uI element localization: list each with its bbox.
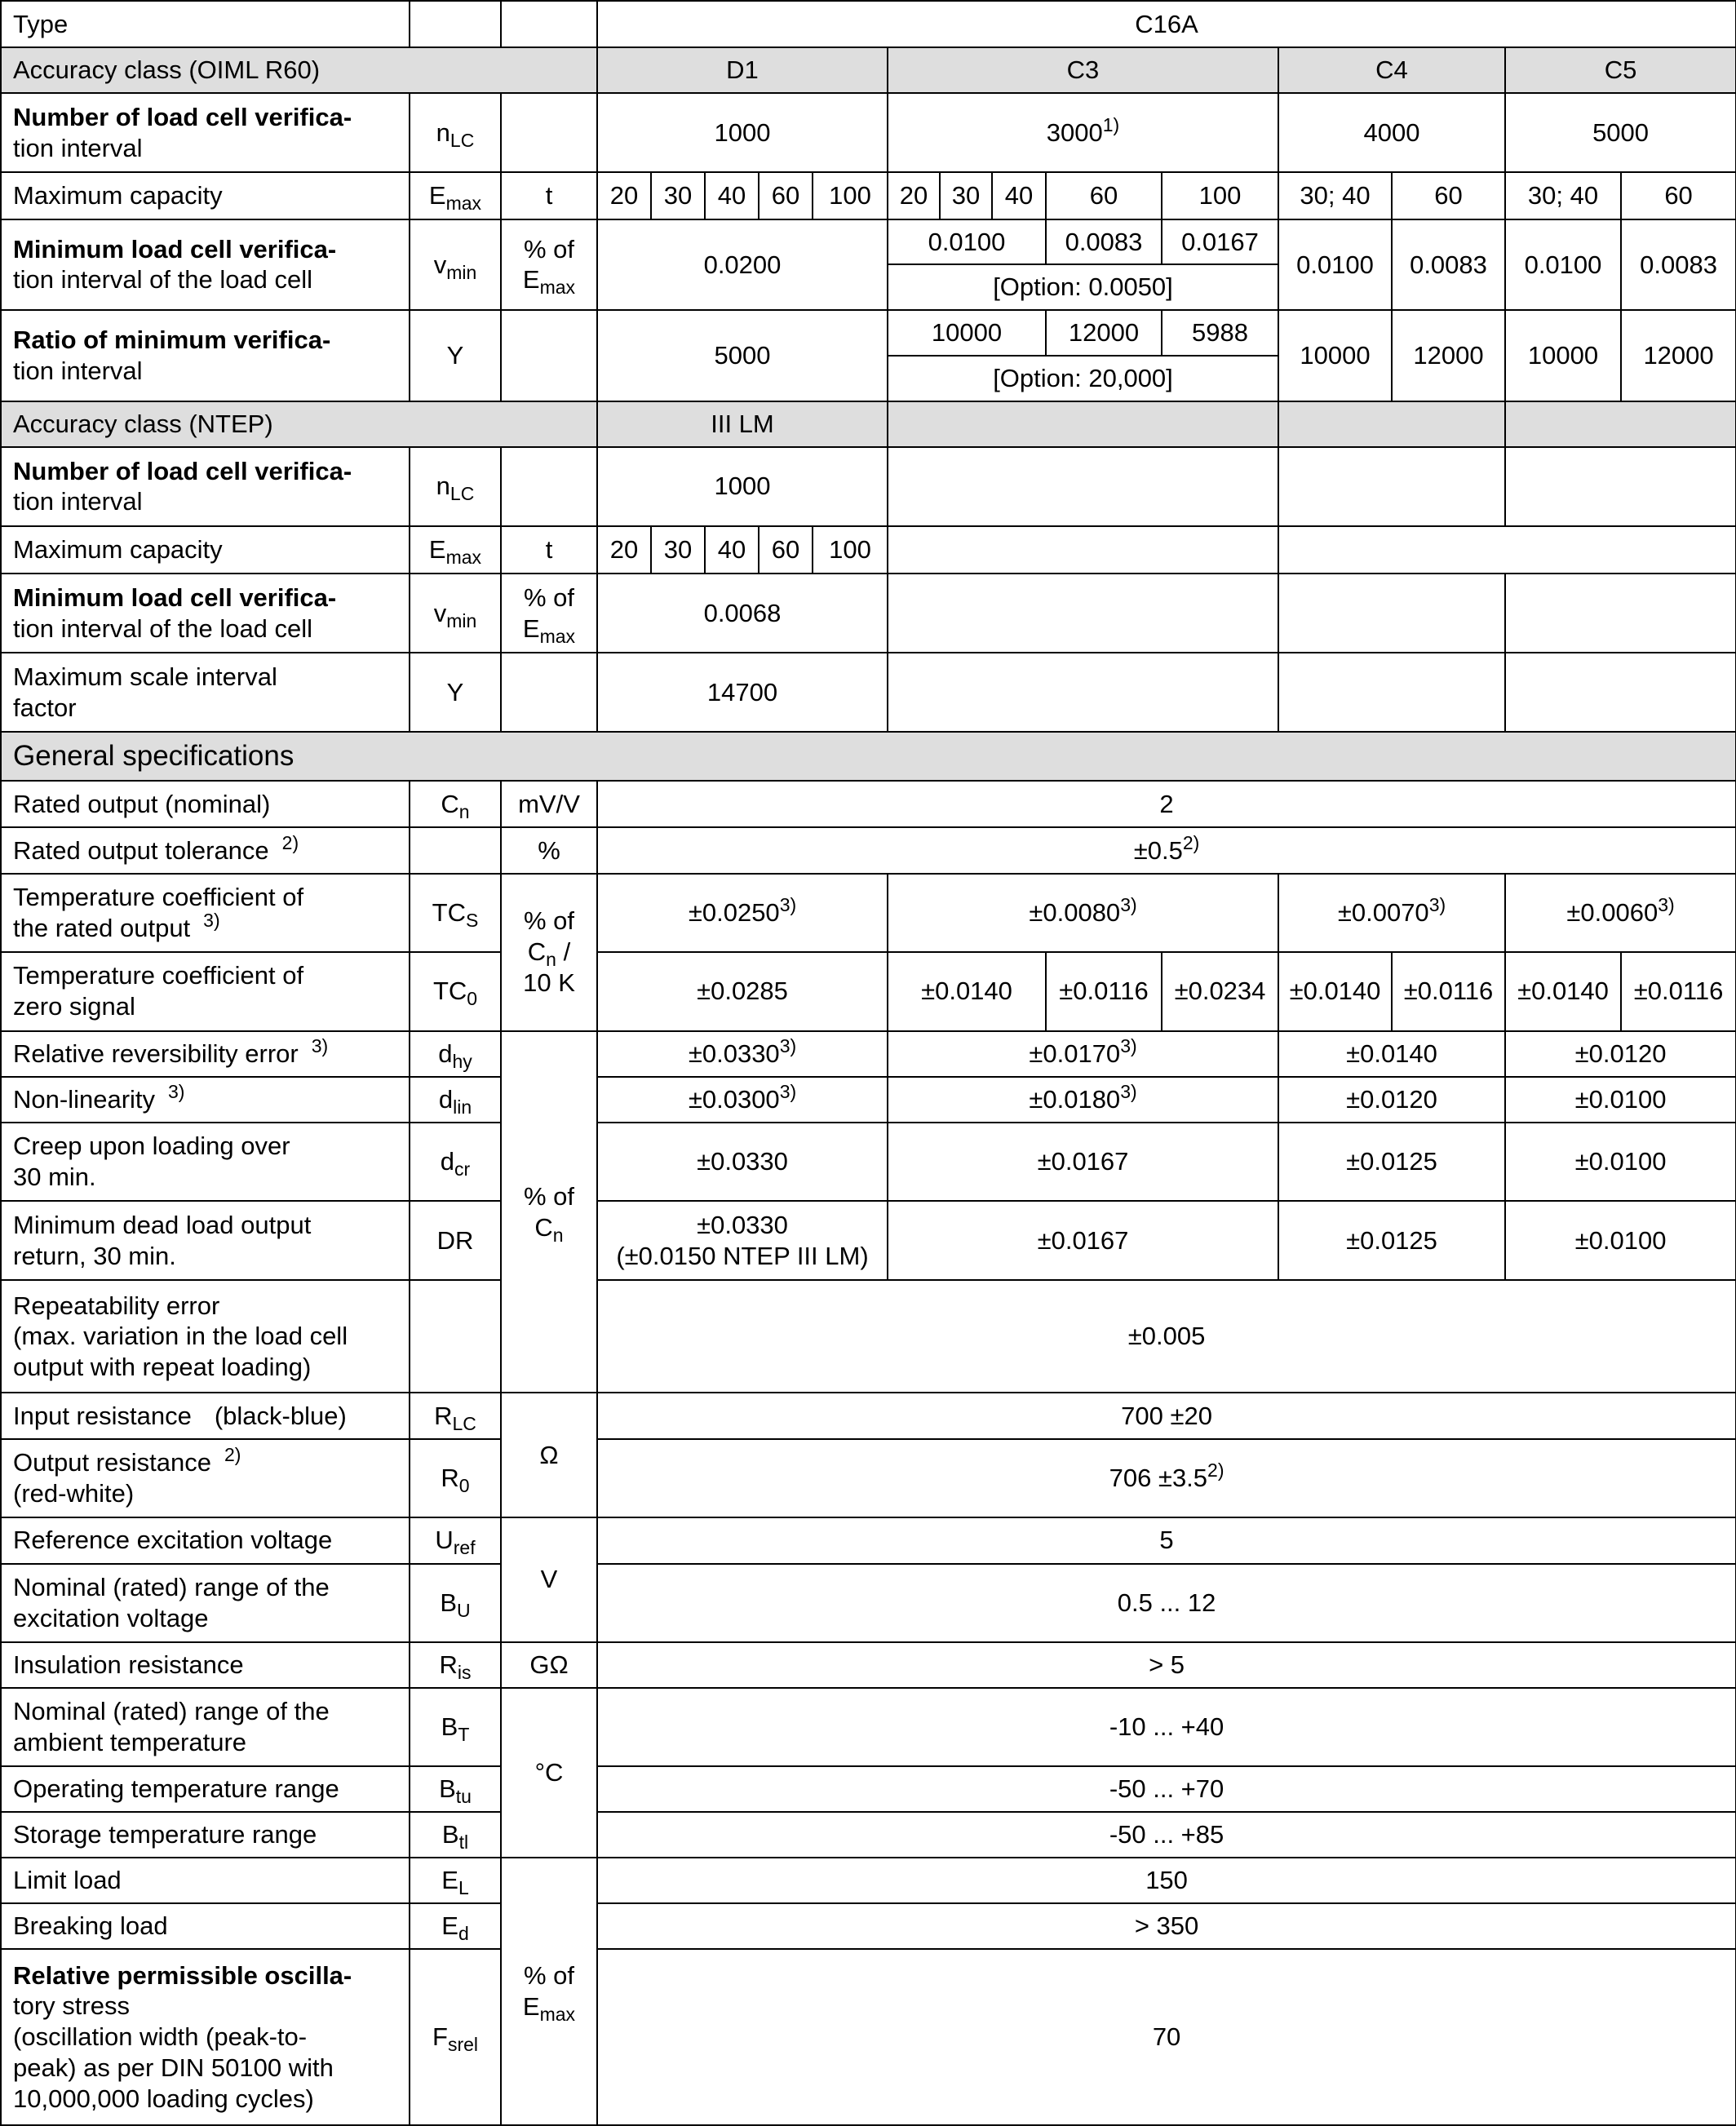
tcs-c4: $\pm 0.0070^{3)}$ — [1278, 874, 1505, 952]
ntep-emax-label: Maximum capacity — [1, 526, 410, 574]
oiml-y-c3-c: 5988 — [1162, 310, 1278, 356]
oiml-nlc-label: Number of load cell verifica- tion interval — [1, 93, 410, 172]
capacity-cell: 30; 40 — [1505, 172, 1621, 219]
tc0-symbol: $TC_0$ — [410, 952, 501, 1031]
dcr-symbol: $d_{cr}$ — [410, 1123, 501, 1201]
ntep-class-d1-header: III LM — [597, 401, 888, 447]
oiml-y-c4-a: 10000 — [1278, 310, 1392, 401]
output-resistance-symbol: $R_0$ — [410, 1439, 501, 1517]
repeatability-value: ±0.005 — [597, 1280, 1736, 1393]
repeatability-label: Repeatability error (max. variation in the load cell output with repeat loading) — [1, 1280, 410, 1393]
capacity-cell: 100 — [813, 526, 888, 574]
oiml-vmin-c5-b: 0.0083 — [1621, 219, 1736, 309]
input-resistance-label: Input resistance (black-blue) — [1, 1393, 410, 1438]
bu-value: 0.5 ... 12 — [597, 1564, 1736, 1642]
dlin-label: Non-linearity $^{3)}$ — [1, 1077, 410, 1123]
ntep-nlc-label: Number of load cell verifica- tion interval — [1, 447, 410, 526]
oiml-vmin-row — [1, 219, 1736, 264]
input-resistance-row — [1, 1393, 1736, 1438]
dcr-d1: ±0.0330 — [597, 1123, 888, 1201]
empty-cell — [410, 827, 501, 873]
empty-cell — [1505, 401, 1736, 447]
uref-row — [1, 1517, 1736, 1564]
uref-value: 5 — [597, 1517, 1736, 1564]
general-specifications-title: General specifications — [1, 732, 1736, 781]
insulation-label: Insulation resistance — [1, 1642, 410, 1688]
dlin-c5: ±0.0100 — [1505, 1077, 1736, 1123]
capacity-cell: 30 — [940, 172, 992, 219]
oiml-y-c5-b: 12000 — [1621, 310, 1736, 401]
empty-cell — [1505, 574, 1736, 653]
oiml-emax-label: Maximum capacity — [1, 172, 410, 219]
bt-symbol: $B_T$ — [410, 1688, 501, 1766]
tc0-c5-b: ±0.0116 — [1621, 952, 1736, 1031]
cn-percent-unit: % of $C_n$ — [501, 1031, 597, 1393]
empty-cell — [501, 447, 597, 526]
oiml-vmin-c5-a: 0.0100 — [1505, 219, 1621, 309]
btu-row — [1, 1766, 1736, 1812]
oiml-vmin-c4-a: 0.0100 — [1278, 219, 1392, 309]
rated-tolerance-row — [1, 827, 1736, 873]
capacity-cell: 40 — [705, 526, 759, 574]
capacity-cell: 20 — [597, 526, 651, 574]
rated-output-symbol: $C_n$ — [410, 781, 501, 827]
btl-row — [1, 1812, 1736, 1858]
btu-value: -50 ... +70 — [597, 1766, 1736, 1812]
capacity-cell: 100 — [1162, 172, 1278, 219]
capacity-cell: 40 — [992, 172, 1046, 219]
input-resistance-value: 700 ±20 — [597, 1393, 1736, 1438]
breaking-load-symbol: $E_d$ — [410, 1903, 501, 1949]
dlin-c3: $\pm 0.0180^{3)}$ — [888, 1077, 1278, 1123]
capacity-cell: 20 — [597, 172, 651, 219]
oiml-emax-row — [1, 172, 1736, 219]
fsrel-value: 70 — [597, 1949, 1736, 2125]
dlin-symbol: $d_{lin}$ — [410, 1077, 501, 1123]
breaking-load-row — [1, 1903, 1736, 1949]
bt-value: -10 ... +40 — [597, 1688, 1736, 1766]
dlin-row — [1, 1077, 1736, 1123]
rated-tolerance-label: Rated output tolerance $^{2)}$ — [1, 827, 410, 873]
dr-row — [1, 1201, 1736, 1280]
btl-symbol: $B_{tl}$ — [410, 1812, 501, 1858]
oiml-nlc-c4: 4000 — [1278, 93, 1505, 172]
insulation-symbol: $R_{is}$ — [410, 1642, 501, 1688]
rated-output-row — [1, 781, 1736, 827]
dhy-symbol: $d_{hy}$ — [410, 1031, 501, 1077]
empty-cell — [1278, 401, 1505, 447]
dr-label: Minimum dead load output return, 30 min. — [1, 1201, 410, 1280]
oiml-y-c4-b: 12000 — [1392, 310, 1505, 401]
ntep-vmin-symbol: $v_{min}$ — [410, 574, 501, 653]
capacity-cell: 30 — [651, 172, 705, 219]
limit-load-symbol: $E_L$ — [410, 1858, 501, 1903]
tcs-label: Temperature coefficient of the rated output $^{3)}$ — [1, 874, 410, 952]
bu-symbol: $B_U$ — [410, 1564, 501, 1642]
capacity-cell: 100 — [813, 172, 888, 219]
dhy-c5: ±0.0120 — [1505, 1031, 1736, 1077]
oiml-nlc-c3: 3000$^{1)}$ — [888, 93, 1278, 172]
ntep-emax-row — [1, 526, 1736, 574]
dhy-c4: ±0.0140 — [1278, 1031, 1505, 1077]
empty-cell — [888, 401, 1278, 447]
ntep-nlc-d1: 1000 — [597, 447, 888, 526]
bt-label: Nominal (rated) range of the ambient temperature — [1, 1688, 410, 1766]
oiml-vmin-c3-b: 0.0083 — [1046, 219, 1162, 264]
oiml-nlc-symbol: $n_{LC}$ — [410, 93, 501, 172]
fsrel-label: Relative permissible oscilla- tory stress (oscillation width (peak-to- peak) as per DIN 50100 with 10,000,000 loading cycles) — [1, 1949, 410, 2125]
tc0-label: Temperature coefficient of zero signal — [1, 952, 410, 1031]
bt-row — [1, 1688, 1736, 1766]
oiml-vmin-label: Minimum load cell verifica- tion interval of the load cell — [1, 219, 410, 309]
uref-symbol: $U_{ref}$ — [410, 1517, 501, 1564]
dcr-row — [1, 1123, 1736, 1201]
insulation-unit: GΩ — [501, 1642, 597, 1688]
oiml-header-label: Accuracy class (OIML R60) — [1, 47, 597, 93]
dcr-c4: ±0.0125 — [1278, 1123, 1505, 1201]
oiml-y-symbol: Y — [410, 310, 501, 401]
celsius-unit: °C — [501, 1688, 597, 1858]
empty-cell — [1278, 653, 1505, 732]
class-d1-header: D1 — [597, 47, 888, 93]
rated-output-unit: mV/V — [501, 781, 597, 827]
empty-cell — [888, 447, 1278, 526]
tcs-row — [1, 874, 1736, 952]
btl-value: -50 ... +85 — [597, 1812, 1736, 1858]
oiml-header-row — [1, 47, 1736, 93]
ntep-vmin-row — [1, 574, 1736, 653]
rated-tolerance-value: $\pm 0.5^{2)}$ — [597, 827, 1736, 873]
tc0-d1: ±0.0285 — [597, 952, 888, 1031]
output-resistance-value: $706 \pm 3.5^{2)}$ — [597, 1439, 1736, 1517]
ntep-nlc-symbol: $n_{LC}$ — [410, 447, 501, 526]
output-resistance-label: Output resistance $^{2)}$ (red-white) — [1, 1439, 410, 1517]
oiml-vmin-c3-option: [Option: 0.0050] — [888, 264, 1278, 309]
rated-output-value: 2 — [597, 781, 1736, 827]
dr-c4: ±0.0125 — [1278, 1201, 1505, 1280]
input-resistance-symbol: $R_{LC}$ — [410, 1393, 501, 1438]
empty-cell — [410, 1, 501, 47]
btu-symbol: $B_{tu}$ — [410, 1766, 501, 1812]
class-c5-header: C5 — [1505, 47, 1736, 93]
insulation-value: > 5 — [597, 1642, 1736, 1688]
tc0-c3-c: ±0.0234 — [1162, 952, 1278, 1031]
empty-cell — [501, 1, 597, 47]
oiml-y-label: Ratio of minimum verifica- tion interval — [1, 310, 410, 401]
ntep-vmin-unit: % of $E_{max}$ — [501, 574, 597, 653]
empty-cell — [888, 526, 1278, 574]
oiml-nlc-c5: 5000 — [1505, 93, 1736, 172]
empty-cell — [1278, 526, 1736, 574]
oiml-nlc-d1: 1000 — [597, 93, 888, 172]
bu-label: Nominal (rated) range of the excitation voltage — [1, 1564, 410, 1642]
class-c3-header: C3 — [888, 47, 1278, 93]
dhy-d1: $\pm 0.0330^{3)}$ — [597, 1031, 888, 1077]
uref-label: Reference excitation voltage — [1, 1517, 410, 1564]
dlin-c4: ±0.0120 — [1278, 1077, 1505, 1123]
dcr-c3: ±0.0167 — [888, 1123, 1278, 1201]
capacity-cell: 60 — [759, 526, 813, 574]
empty-cell — [501, 653, 597, 732]
tc0-c3-a: ±0.0140 — [888, 952, 1046, 1031]
tc0-c4-b: ±0.0116 — [1392, 952, 1505, 1031]
repeatability-row — [1, 1280, 1736, 1393]
ntep-y-symbol: Y — [410, 653, 501, 732]
tc0-c3-b: ±0.0116 — [1046, 952, 1162, 1031]
output-resistance-row — [1, 1439, 1736, 1517]
bu-row — [1, 1564, 1736, 1642]
empty-cell — [1278, 447, 1505, 526]
capacity-cell: 30 — [651, 526, 705, 574]
general-header-row — [1, 732, 1736, 781]
dhy-row — [1, 1031, 1736, 1077]
rated-tolerance-unit: % — [501, 827, 597, 873]
dr-symbol: DR — [410, 1201, 501, 1280]
rated-output-label: Rated output (nominal) — [1, 781, 410, 827]
tcs-d1: $\pm 0.0250^{3)}$ — [597, 874, 888, 952]
empty-cell — [1278, 574, 1505, 653]
capacity-cell: 60 — [759, 172, 813, 219]
type-label: Type — [1, 1, 410, 47]
volt-unit: V — [501, 1517, 597, 1642]
btu-label: Operating temperature range — [1, 1766, 410, 1812]
empty-cell — [501, 93, 597, 172]
limit-load-value: 150 — [597, 1858, 1736, 1903]
capacity-cell: 20 — [888, 172, 940, 219]
dr-d1: ±0.0330 (±0.0150 NTEP III LM) — [597, 1201, 888, 1280]
emax-percent-unit: % of $E_{max}$ — [501, 1858, 597, 2125]
capacity-cell: 60 — [1046, 172, 1162, 219]
dlin-d1: $\pm 0.0300^{3)}$ — [597, 1077, 888, 1123]
breaking-load-label: Breaking load — [1, 1903, 410, 1949]
dhy-c3: $\pm 0.0170^{3)}$ — [888, 1031, 1278, 1077]
oiml-y-row — [1, 310, 1736, 356]
oiml-y-c3-b: 12000 — [1046, 310, 1162, 356]
btl-label: Storage temperature range — [1, 1812, 410, 1858]
limit-load-label: Limit load — [1, 1858, 410, 1903]
empty-cell — [1505, 447, 1736, 526]
dhy-label: Relative reversibility error $^{3)}$ — [1, 1031, 410, 1077]
oiml-vmin-d1: 0.0200 — [597, 219, 888, 309]
tc0-c5-a: ±0.0140 — [1505, 952, 1621, 1031]
class-c4-header: C4 — [1278, 47, 1505, 93]
type-row — [1, 1, 1736, 47]
empty-cell — [501, 310, 597, 401]
fsrel-row — [1, 1949, 1736, 2125]
tcs-symbol: $TC_S$ — [410, 874, 501, 952]
ntep-y-row — [1, 653, 1736, 732]
ntep-y-d1: 14700 — [597, 653, 888, 732]
empty-cell — [888, 653, 1278, 732]
oiml-vmin-c4-b: 0.0083 — [1392, 219, 1505, 309]
dcr-c5: ±0.0100 — [1505, 1123, 1736, 1201]
ntep-emax-unit: t — [501, 526, 597, 574]
capacity-cell: 40 — [705, 172, 759, 219]
dcr-label: Creep upon loading over 30 min. — [1, 1123, 410, 1201]
capacity-cell: 60 — [1392, 172, 1505, 219]
oiml-vmin-c3-c: 0.0167 — [1162, 219, 1278, 264]
insulation-row — [1, 1642, 1736, 1688]
ntep-header-row — [1, 401, 1736, 447]
ntep-vmin-label: Minimum load cell verifica- tion interval of the load cell — [1, 574, 410, 653]
tcs-c5: $\pm 0.0060^{3)}$ — [1505, 874, 1736, 952]
oiml-y-c5-a: 10000 — [1505, 310, 1621, 401]
ntep-nlc-row — [1, 447, 1736, 526]
oiml-y-c3-option: [Option: 20,000] — [888, 356, 1278, 401]
oiml-emax-symbol: $E_{max}$ — [410, 172, 501, 219]
ohm-unit: Ω — [501, 1393, 597, 1517]
capacity-cell: 30; 40 — [1278, 172, 1392, 219]
oiml-vmin-symbol: $v_{min}$ — [410, 219, 501, 309]
ntep-vmin-d1: 0.0068 — [597, 574, 888, 653]
empty-cell — [410, 1280, 501, 1393]
oiml-y-d1: 5000 — [597, 310, 888, 401]
ntep-header-label: Accuracy class (NTEP) — [1, 401, 597, 447]
type-value: C16A — [597, 1, 1736, 47]
oiml-vmin-unit: % of $E_{max}$ — [501, 219, 597, 309]
breaking-load-value: > 350 — [597, 1903, 1736, 1949]
oiml-emax-unit: t — [501, 172, 597, 219]
ntep-y-label: Maximum scale interval factor — [1, 653, 410, 732]
fsrel-symbol: $F_{srel}$ — [410, 1949, 501, 2125]
dr-c3: ±0.0167 — [888, 1201, 1278, 1280]
tc-unit: % of $C_n$ / 10 K — [501, 874, 597, 1031]
empty-cell — [1505, 653, 1736, 732]
empty-cell — [888, 574, 1278, 653]
dr-c5: ±0.0100 — [1505, 1201, 1736, 1280]
capacity-cell: 60 — [1621, 172, 1736, 219]
oiml-vmin-c3-a: 0.0100 — [888, 219, 1046, 264]
limit-load-row — [1, 1858, 1736, 1903]
tc0-c4-a: ±0.0140 — [1278, 952, 1392, 1031]
tc0-row — [1, 952, 1736, 1031]
oiml-nlc-row — [1, 93, 1736, 172]
oiml-y-c3-a: 10000 — [888, 310, 1046, 356]
tcs-c3: $\pm 0.0080^{3)}$ — [888, 874, 1278, 952]
ntep-emax-symbol: $E_{max}$ — [410, 526, 501, 574]
